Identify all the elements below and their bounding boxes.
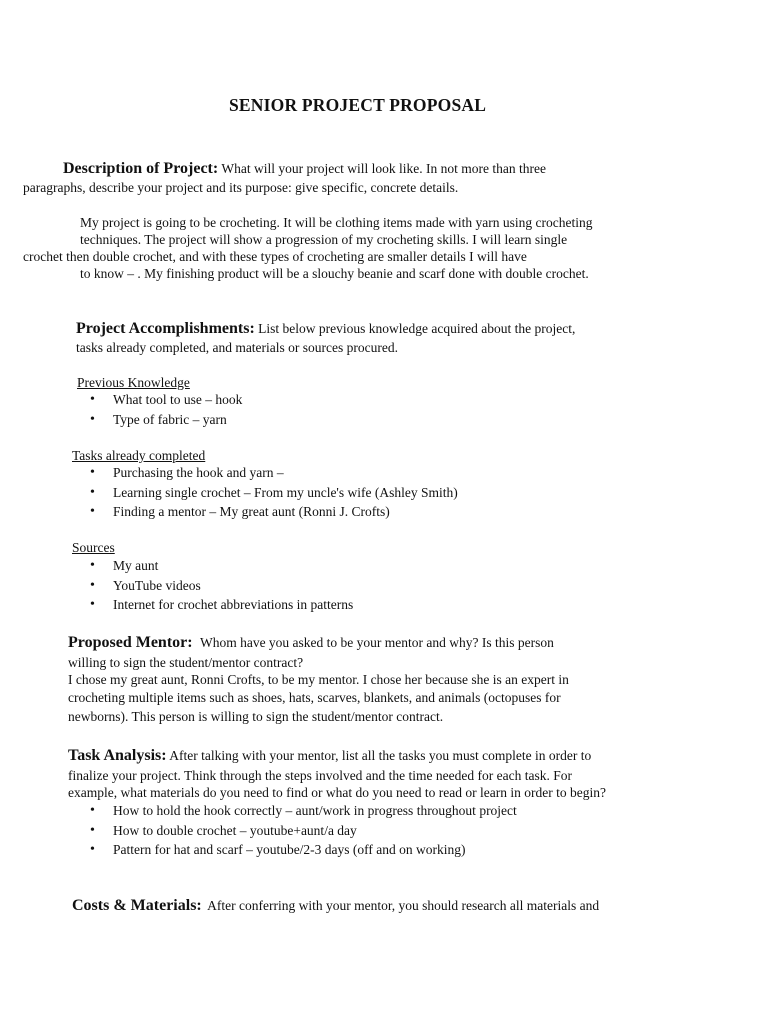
sources-label: Sources	[72, 540, 115, 555]
task-analysis-prompt-line-3: example, what materials do you need to find or what do you need to read or learn in order to begin?	[68, 785, 606, 800]
list-item: • How to hold the hook correctly – aunt/work in progress throughout project	[90, 801, 517, 821]
description-answer-line: crochet then double crochet, and with these types of crocheting are smaller details I will have	[23, 249, 527, 264]
description-prompt-text: What will your project will look like. In not more than three	[221, 161, 547, 176]
task-analysis-prompt-text: After talking with your mentor, list all the tasks you must complete in order to	[169, 748, 592, 763]
task-analysis-heading: Task Analysis:	[68, 747, 167, 764]
list-item: • Internet for crochet abbreviations in patterns	[90, 595, 353, 615]
task-analysis-list	[90, 801, 517, 860]
list-item: • Purchasing the hook and yarn –	[90, 463, 458, 483]
list-item: • Learning single crochet – From my uncle's wife (Ashley Smith)	[90, 483, 458, 503]
description-prompt-line-2: paragraphs, describe your project and its purpose: give specific, concrete details.	[23, 180, 459, 195]
costs-prompt-text: After conferring with your mentor, you should research all materials and	[207, 898, 600, 913]
mentor-heading: Proposed Mentor:	[68, 634, 193, 651]
costs-heading: Costs & Materials:	[72, 897, 202, 914]
list-item: • What tool to use – hook	[90, 390, 242, 410]
description-heading: Description of Project:	[63, 160, 219, 177]
accomplishments-prompt-text: List below previous knowledge acquired about the project,	[258, 321, 576, 336]
list-item: • Pattern for hat and scarf – youtube/2-3 days (off and on working)	[90, 840, 517, 860]
mentor-prompt-line-2: willing to sign the student/mentor contract?	[68, 655, 304, 670]
list-item: • How to double crochet – youtube+aunt/a day	[90, 821, 517, 841]
mentor-prompt-text: Whom have you asked to be your mentor and why? Is this person	[199, 635, 554, 650]
previous-knowledge-label: Previous Knowledge	[77, 375, 190, 390]
mentor-answer-line: crocheting multiple items such as shoes, hats, scarves, blankets, and animals (octopuses for	[68, 690, 561, 705]
task-analysis-prompt-line-2: finalize your project. Think through the steps involved and the time needed for each task. For	[68, 768, 572, 783]
accomplishments-prompt-line	[76, 320, 575, 338]
task-analysis-prompt-line	[68, 747, 591, 765]
accomplishments-heading: Project Accomplishments:	[76, 320, 255, 337]
costs-prompt-line	[72, 897, 599, 915]
description-answer-line: techniques. The project will show a progression of my crocheting skills. I will learn single	[80, 232, 568, 247]
list-item: • Finding a mentor – My great aunt (Ronni J. Crofts)	[90, 502, 458, 522]
previous-knowledge-list	[90, 390, 242, 429]
mentor-answer-line: I chose my great aunt, Ronni Crofts, to be my mentor. I chose her because she is an expert in	[68, 672, 569, 687]
page-title: SENIOR PROJECT PROPOSAL	[229, 95, 487, 115]
sources-list	[90, 556, 353, 615]
list-item: • My aunt	[90, 556, 353, 576]
accomplishments-prompt-line-2: tasks already completed, and materials or sources procured.	[76, 340, 399, 355]
tasks-completed-label: Tasks already completed	[72, 448, 206, 463]
description-answer-line: to know – . My finishing product will be a slouchy beanie and scarf done with double crochet.	[80, 266, 589, 281]
mentor-answer-line: newborns). This person is willing to sign the student/mentor contract.	[68, 709, 444, 724]
mentor-prompt-line	[68, 634, 554, 652]
tasks-completed-list	[90, 463, 458, 522]
list-item: • YouTube videos	[90, 576, 353, 596]
description-prompt-line	[63, 160, 546, 178]
list-item: • Type of fabric – yarn	[90, 410, 242, 430]
description-answer-line: My project is going to be crocheting. It will be clothing items made with yarn using crocheting	[80, 215, 593, 230]
